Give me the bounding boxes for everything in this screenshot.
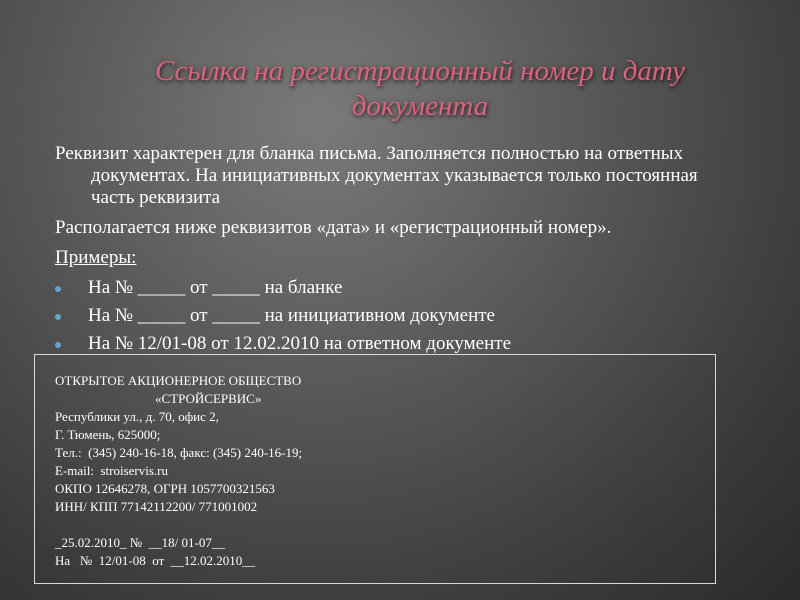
- company-type-line: ОТКРЫТОЕ АКЦИОНЕРНОЕ ОБЩЕСТВО: [55, 373, 302, 388]
- paragraph-requisite-description: Реквизит характерен для бланка письма. Заполняется полностью на ответных документах. На инициативных документах указывается только постоянная часть реквизита: [55, 143, 698, 208]
- bullet-dot-icon: [55, 342, 61, 348]
- example-item: [55, 305, 745, 327]
- slide-title-line-1: Ссылка на регистрационный номер и дату: [154, 55, 685, 87]
- examples-heading: Примеры:: [55, 247, 137, 268]
- slide-title: [100, 54, 740, 124]
- inn-kpp-line: ИНН/ КПП 77142112200/ 771001002: [55, 499, 258, 514]
- example-text: На № _____ от _____ на бланке: [88, 277, 343, 298]
- paragraph-placement: Располагается ниже реквизитов «дата» и «регистрационный номер».: [55, 217, 612, 238]
- examples-list: [55, 277, 745, 355]
- date-number-line: _25.02.2010_ № __18/ 01-07__: [55, 535, 225, 550]
- sample-letterhead-text: [55, 372, 302, 570]
- blank-line: [55, 516, 302, 534]
- example-text: На № _____ от _____ на инициативном документе: [88, 305, 495, 326]
- reference-line: На № 12/01-08 от __12.02.2010__: [55, 553, 256, 568]
- sample-letterhead-box: [34, 354, 716, 584]
- phone-fax-line: Тел.: (345) 240-16-18, факс: (345) 240-16-19;: [55, 445, 303, 460]
- example-text: На № 12/01-08 от 12.02.2010 на ответном документе: [88, 333, 512, 354]
- example-item: [55, 277, 745, 299]
- bullet-dot-icon: [55, 286, 61, 292]
- address-street-line: Республики ул., д. 70, офис 2,: [55, 409, 219, 424]
- company-name-line: «СТРОЙСЕРВИС»: [155, 391, 262, 406]
- bullet-dot-icon: [55, 314, 61, 320]
- okpo-ogrn-line: ОКПО 12646278, ОГРН 1057700321563: [55, 481, 275, 496]
- email-line: E-mail: stroiservis.ru: [55, 463, 169, 478]
- slide-body: [55, 143, 745, 361]
- address-city-line: Г. Тюмень, 625000;: [55, 427, 161, 442]
- slide-title-line-2: документа: [351, 90, 489, 122]
- example-item: [55, 333, 745, 355]
